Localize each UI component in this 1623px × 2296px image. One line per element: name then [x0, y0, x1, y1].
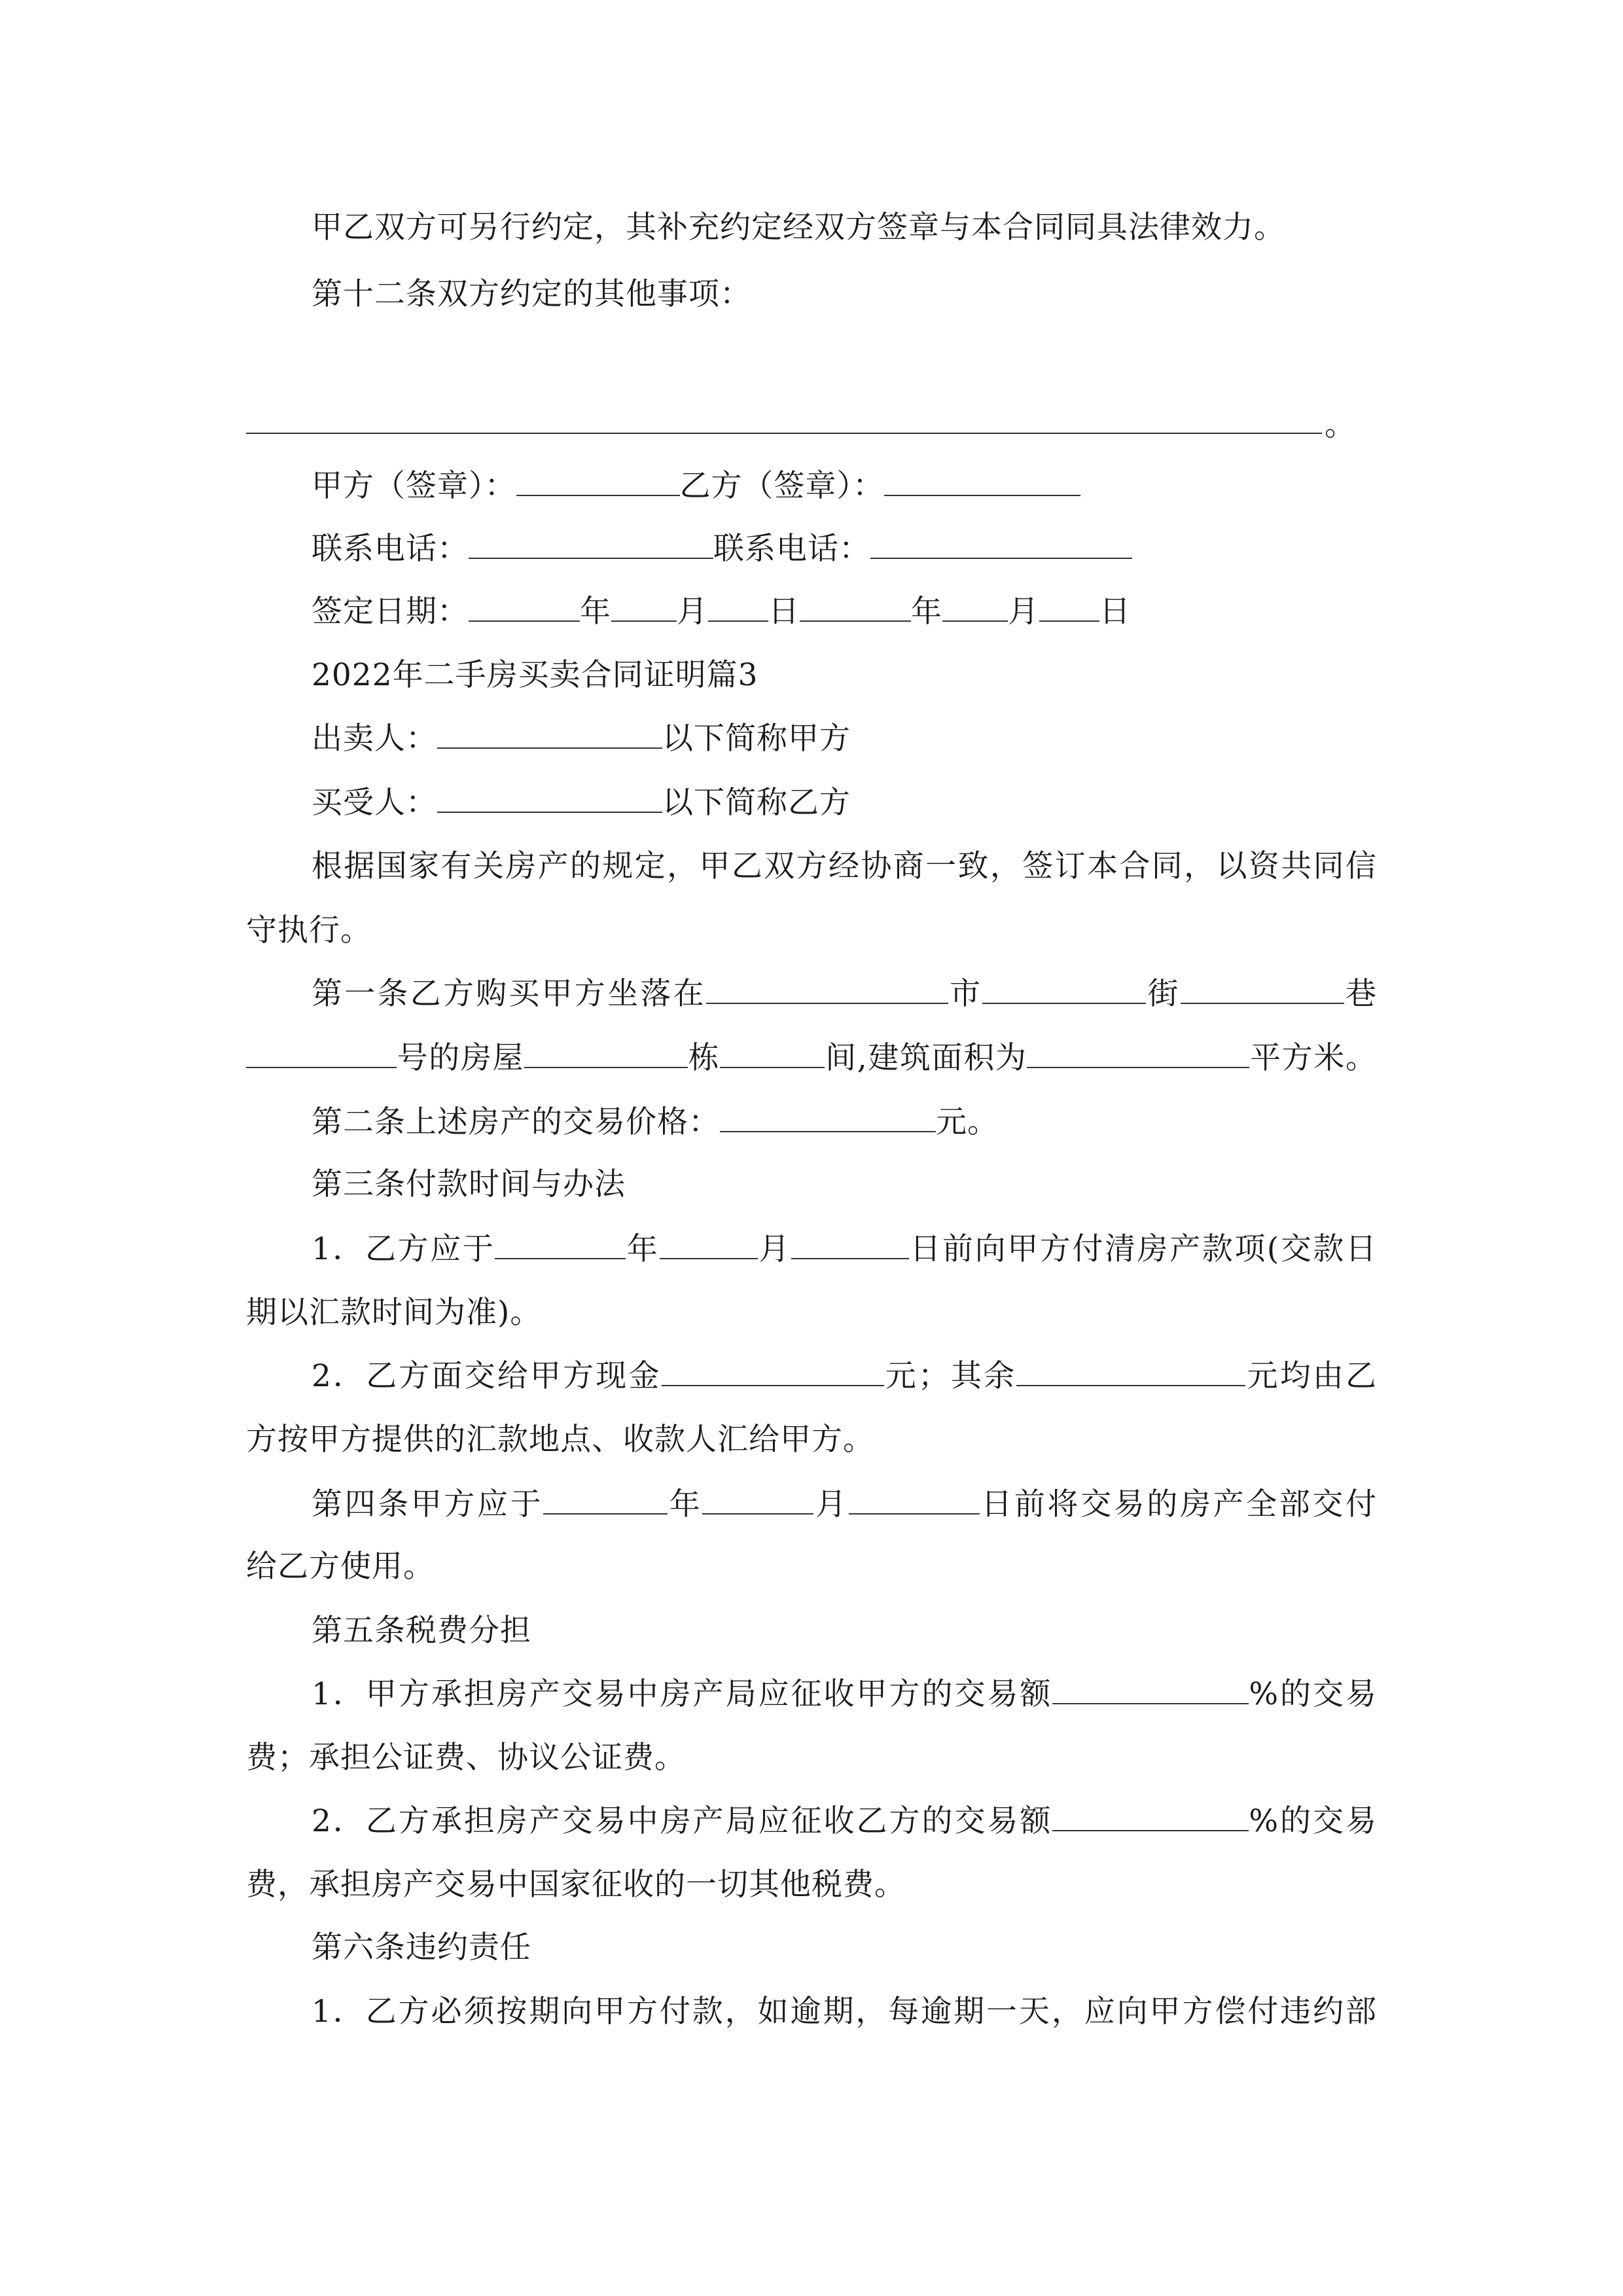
article-5-item-1-line-1: 1．甲方承担房产交易中房产局应征收甲方的交易额 %的交易: [312, 1674, 1377, 1713]
pay-day-blank: [791, 1229, 909, 1259]
day-blank-1: [708, 592, 768, 622]
year-blank-1: [469, 592, 580, 622]
article-3-item-1-line-2: 期以汇款时间为准)。: [246, 1295, 542, 1331]
seller-blank: [437, 719, 662, 749]
seller-fee-rate-blank: [1052, 1674, 1249, 1704]
handover-day-blank: [849, 1484, 980, 1515]
city-blank: [982, 974, 1146, 1004]
article-4-line-1: 第四条甲方应于 年 月 日前将交易的房产全部交付: [312, 1484, 1377, 1524]
article-5-heading: 第五条税费分担: [312, 1613, 531, 1649]
price-blank: [720, 1102, 936, 1132]
preamble-line-1: 根据国家有关房产的规定，甲乙双方经协商一致，签订本合同，以资共同信: [312, 848, 1377, 884]
article-3-item-1-line-1: 1．乙方应于 年 月 日前向甲方付清房产款项(交款日: [312, 1229, 1377, 1268]
article-4-line-2: 给乙方使用。: [246, 1549, 435, 1585]
article-1-line-1: 第一条乙方购买甲方坐落在 市 街 巷: [312, 974, 1377, 1013]
party-a-signature-blank: [516, 466, 680, 496]
article-6-heading: 第六条违约责任: [312, 1929, 531, 1965]
party-b-signature-blank: [884, 466, 1080, 496]
signature-line: 甲方（签章）： 乙方（签章）：: [312, 466, 1377, 505]
article-5-item-2-line-2: 费，承担房产交易中国家征收的一切其他税费。: [246, 1867, 906, 1903]
day-blank-2: [1039, 592, 1099, 622]
remainder-blank: [1016, 1356, 1245, 1386]
room-blank: [720, 1038, 825, 1068]
number-blank: [246, 1038, 397, 1068]
pay-month-blank: [660, 1229, 758, 1259]
article-5-item-2-line-1: 2．乙方承担房产交易中房产局应征收乙方的交易额 %的交易: [312, 1801, 1377, 1840]
other-matters-end: 。: [1325, 407, 1355, 443]
month-blank-1: [611, 592, 677, 622]
cash-blank: [662, 1356, 884, 1386]
article-6-item-1-line-1: 1．乙方必须按期向甲方付款，如逾期，每逾期一天，应向甲方偿付违约部: [312, 1994, 1377, 2030]
area-blank: [1027, 1038, 1249, 1068]
location-blank: [706, 974, 948, 1004]
party-b-phone-blank: [870, 529, 1132, 559]
pay-year-blank: [495, 1229, 626, 1259]
article-2: 第二条上述房产的交易价格： 元。: [312, 1102, 1377, 1141]
article-3-heading: 第三条付款时间与办法: [312, 1166, 626, 1202]
buyer-line: 买受人： 以下简称乙方: [312, 783, 1377, 822]
handover-year-blank: [543, 1484, 668, 1515]
signing-date-line: 签定日期： 年 月 日 年 月 日: [312, 592, 1377, 631]
seller-line: 出卖人： 以下简称甲方: [312, 719, 1377, 758]
paragraph-supplement: 甲乙双方可另行约定，其补充约定经双方签章与本合同同具法律效力。: [312, 209, 1285, 245]
preamble-line-2: 守执行。: [246, 912, 372, 948]
street-blank: [1181, 974, 1344, 1004]
party-a-phone-blank: [469, 529, 713, 559]
article-5-item-1-line-2: 费；承担公证费、协议公证费。: [246, 1740, 686, 1776]
article-3-item-2-line-2: 方按甲方提供的汇款地点、收款人汇给甲方。: [246, 1422, 874, 1458]
month-blank-2: [942, 592, 1008, 622]
building-blank: [524, 1038, 688, 1068]
article-12-heading: 第十二条双方约定的其他事项：: [312, 276, 751, 312]
article-3-item-2-line-1: 2．乙方面交给甲方现金 元；其余 元均由乙: [312, 1356, 1377, 1395]
article-1-line-2: 号的房屋 栋 间,建筑面积为 平方米。: [246, 1038, 1377, 1077]
phone-line: 联系电话： 联系电话：: [312, 529, 1377, 568]
other-matters-blank: [246, 433, 1322, 434]
handover-month-blank: [702, 1484, 813, 1515]
buyer-blank: [437, 783, 662, 813]
year-blank-2: [800, 592, 911, 622]
section-title: 2022年二手房买卖合同证明篇3: [312, 657, 758, 693]
buyer-fee-rate-blank: [1052, 1801, 1249, 1831]
